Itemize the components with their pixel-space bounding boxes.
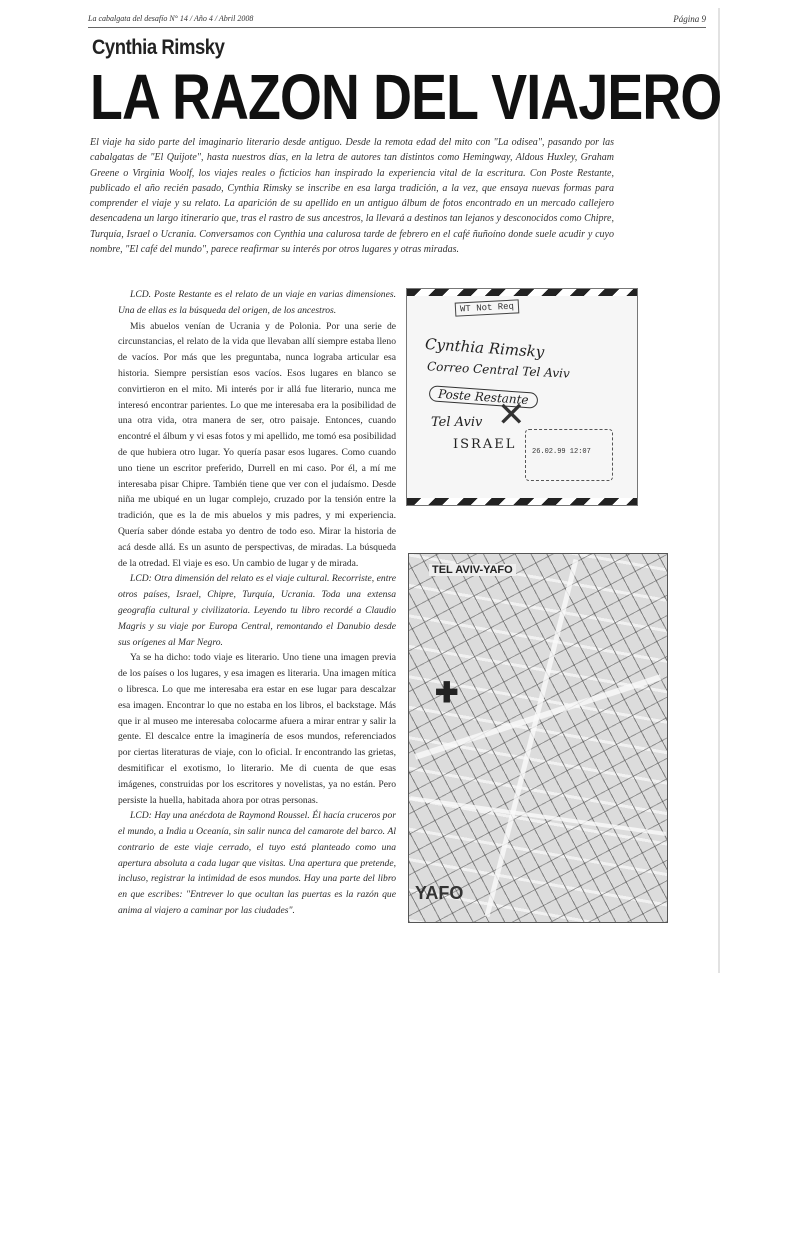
interview-question: LCD: Otra dimensión del relato es el viaje cultural. Recorriste, entre otros países, Israel, Chipre, Turquía, Ucrania. Toda una extensa geografía cultural y civilizatoria. Leyendo tu libro recordé a Claudio Magris y su viaje por Europa Central, remontando el Danubio desde sus orígenes al Mar Negro. — [118, 573, 396, 648]
postmark — [525, 429, 613, 481]
envelope-city: Tel Aviv — [431, 415, 483, 430]
author-name: Cynthia Rimsky — [92, 36, 225, 59]
page-header — [88, 14, 706, 26]
airmail-border-top — [407, 289, 637, 296]
interview-answer: Mis abuelos venían de Ucrania y de Polonia. Por una serie de circunstancias, el relato de la vida que llevaban allí siempre estaba lleno de vacíos. Por más que les preguntaba, nunca lograba articular esa historia. Siempre persistían esos vacíos. Esos lugares en blanco se convirtieron en el mito. Mi interés por ir allá fue literario, nunca me interesó encontrar parientes. Lo que me interesaba era la posibilidad de una otra vida, otra manera de ser, otro paisaje. Entonces, cuando encontré el álbum y vi esas fotos y mi apellido, me tomó esa posibilidad de que hubiera otro lugar. Yo quería pasar esos lugares. Como cuando uno tiene un escritor preferido, Durrell en mi caso. Por él, a mí me interesaba pisar Chipre. También tiene que ver con el judaísmo. Desde niña me ubiqué en un lugar complejo, cruzado por la tensión entre la tradición, que es la de mis abuelos y mis padres, y mi experiencia. Quería saber dónde estaba yo dentro de todo eso. Mirar la historia de acá desde allá. Es un asunto de perspectivas, de miradas. La búsqueda de la otredad. El viaje es eso. Un cambio de lugar y de mirada. — [118, 320, 396, 569]
city-map-image — [408, 553, 668, 923]
interview-answer: Ya se ha dicho: todo viaje es literario. Uno tiene una imagen previa de los países o los lugares, y esa imagen es literaria. Una imagen mítica o libresca. Lo que me interesaba era estar en ese lugar para descalzar esa imagen. Encontrar lo que no estaba en los libros, el backstage. Más que ir al museo me interesaba colocarme afuera a mirar entrar y salir la gente. El descalce entre la imaginería de esos mundos, referenciados por ciertas literaturas de viaje, con lo oficial. Ir encontrando las grietas, desmitificar el exotismo, lo literario. Me di cuenta de que esas imágenes, construidas por los escritores y novelistas, ya no están. Pero persiste la huella, habitada ahora por otras personas. — [118, 652, 396, 806]
header-rule — [88, 27, 706, 28]
publication-line: La cabalgata del desafío N° 14 / Año 4 / Abril 2008 — [88, 14, 254, 23]
interview-question: LCD. Poste Restante es el relato de un viaje en varias dimensiones. Una de ellas es la búsqueda del origen, de los ancestros. — [118, 289, 396, 316]
map-label-top: TEL AVIV-YAFO — [429, 564, 516, 576]
scan-edge — [718, 8, 720, 973]
envelope-photo — [406, 288, 638, 506]
article-title: LA RAZON DEL VIAJERO — [90, 61, 722, 133]
envelope-name: Cynthia Rimsky — [424, 334, 545, 362]
envelope-cross-mark: ✕ — [497, 397, 526, 434]
interview-question: LCD: Hay una anécdota de Raymond Roussel. Él hacía cruceros por el mundo, a India u Oceanía, sin salir nunca del camarote del barco. Al contrario de este viaje cerrado, el tuyo está planteado como una apertura absoluta a cada lugar que visitas. Una apertura que pretende, incluso, registrar la intimidad de esos mundos. Hay una parte del libro en que escribes: "Entrever lo que ocultan las puertas es la razón que anima al viajero a caminar por las ciudades". — [118, 810, 396, 917]
envelope-country: ISRAEL — [453, 437, 517, 452]
envelope-stamp: WT Not Req — [455, 299, 520, 316]
map-label-bottom: YAFO — [415, 883, 464, 903]
page-number: Página 9 — [673, 14, 706, 24]
map-cross-marker: ✚ — [435, 678, 459, 709]
map-road — [485, 559, 579, 917]
airmail-border-bottom — [407, 498, 637, 505]
envelope-poste-restante: Poste Restante — [429, 385, 538, 409]
article-intro: El viaje ha sido parte del imaginario literario desde antiguo. Desde la remota edad del mito con "La odisea", pasando por las cabalgatas de "El Quijote", hasta nuestros días, en la letra de autores tan distintos como Hemingway, Aldous Huxley, Graham Greene o Virginia Woolf, los viajes reales o ficticios han inspirado la experiencia vital de la escritura. Con Poste Restante, publicado el año recién pasado, Cynthia Rimsky se inscribe en esa larga tradición, a la vez, que ensaya nuevas formas para comprender el viaje y su relato. La aparición de su apellido en un antiguo álbum de fotos encontrado en un mercado callejero desencadena un largo itinerario que, tras el rastro de sus ancestros, la llevará a destinos tan lejanos y desconocidos como Chipre, Turquía, Israel o Ucrania. Conversamos con Cynthia una calurosa tarde de febrero en el café ñuñoíno donde suele acudir y cuyo nombre, "El café del mundo", parece reafirmar su interés por otros lugares y otras miradas. — [90, 137, 614, 256]
postmark-text: 26.02.99 12:07 — [532, 448, 591, 456]
map-road — [410, 796, 666, 836]
envelope-address: Correo Central Tel Aviv — [426, 359, 571, 381]
article-body — [118, 287, 396, 919]
